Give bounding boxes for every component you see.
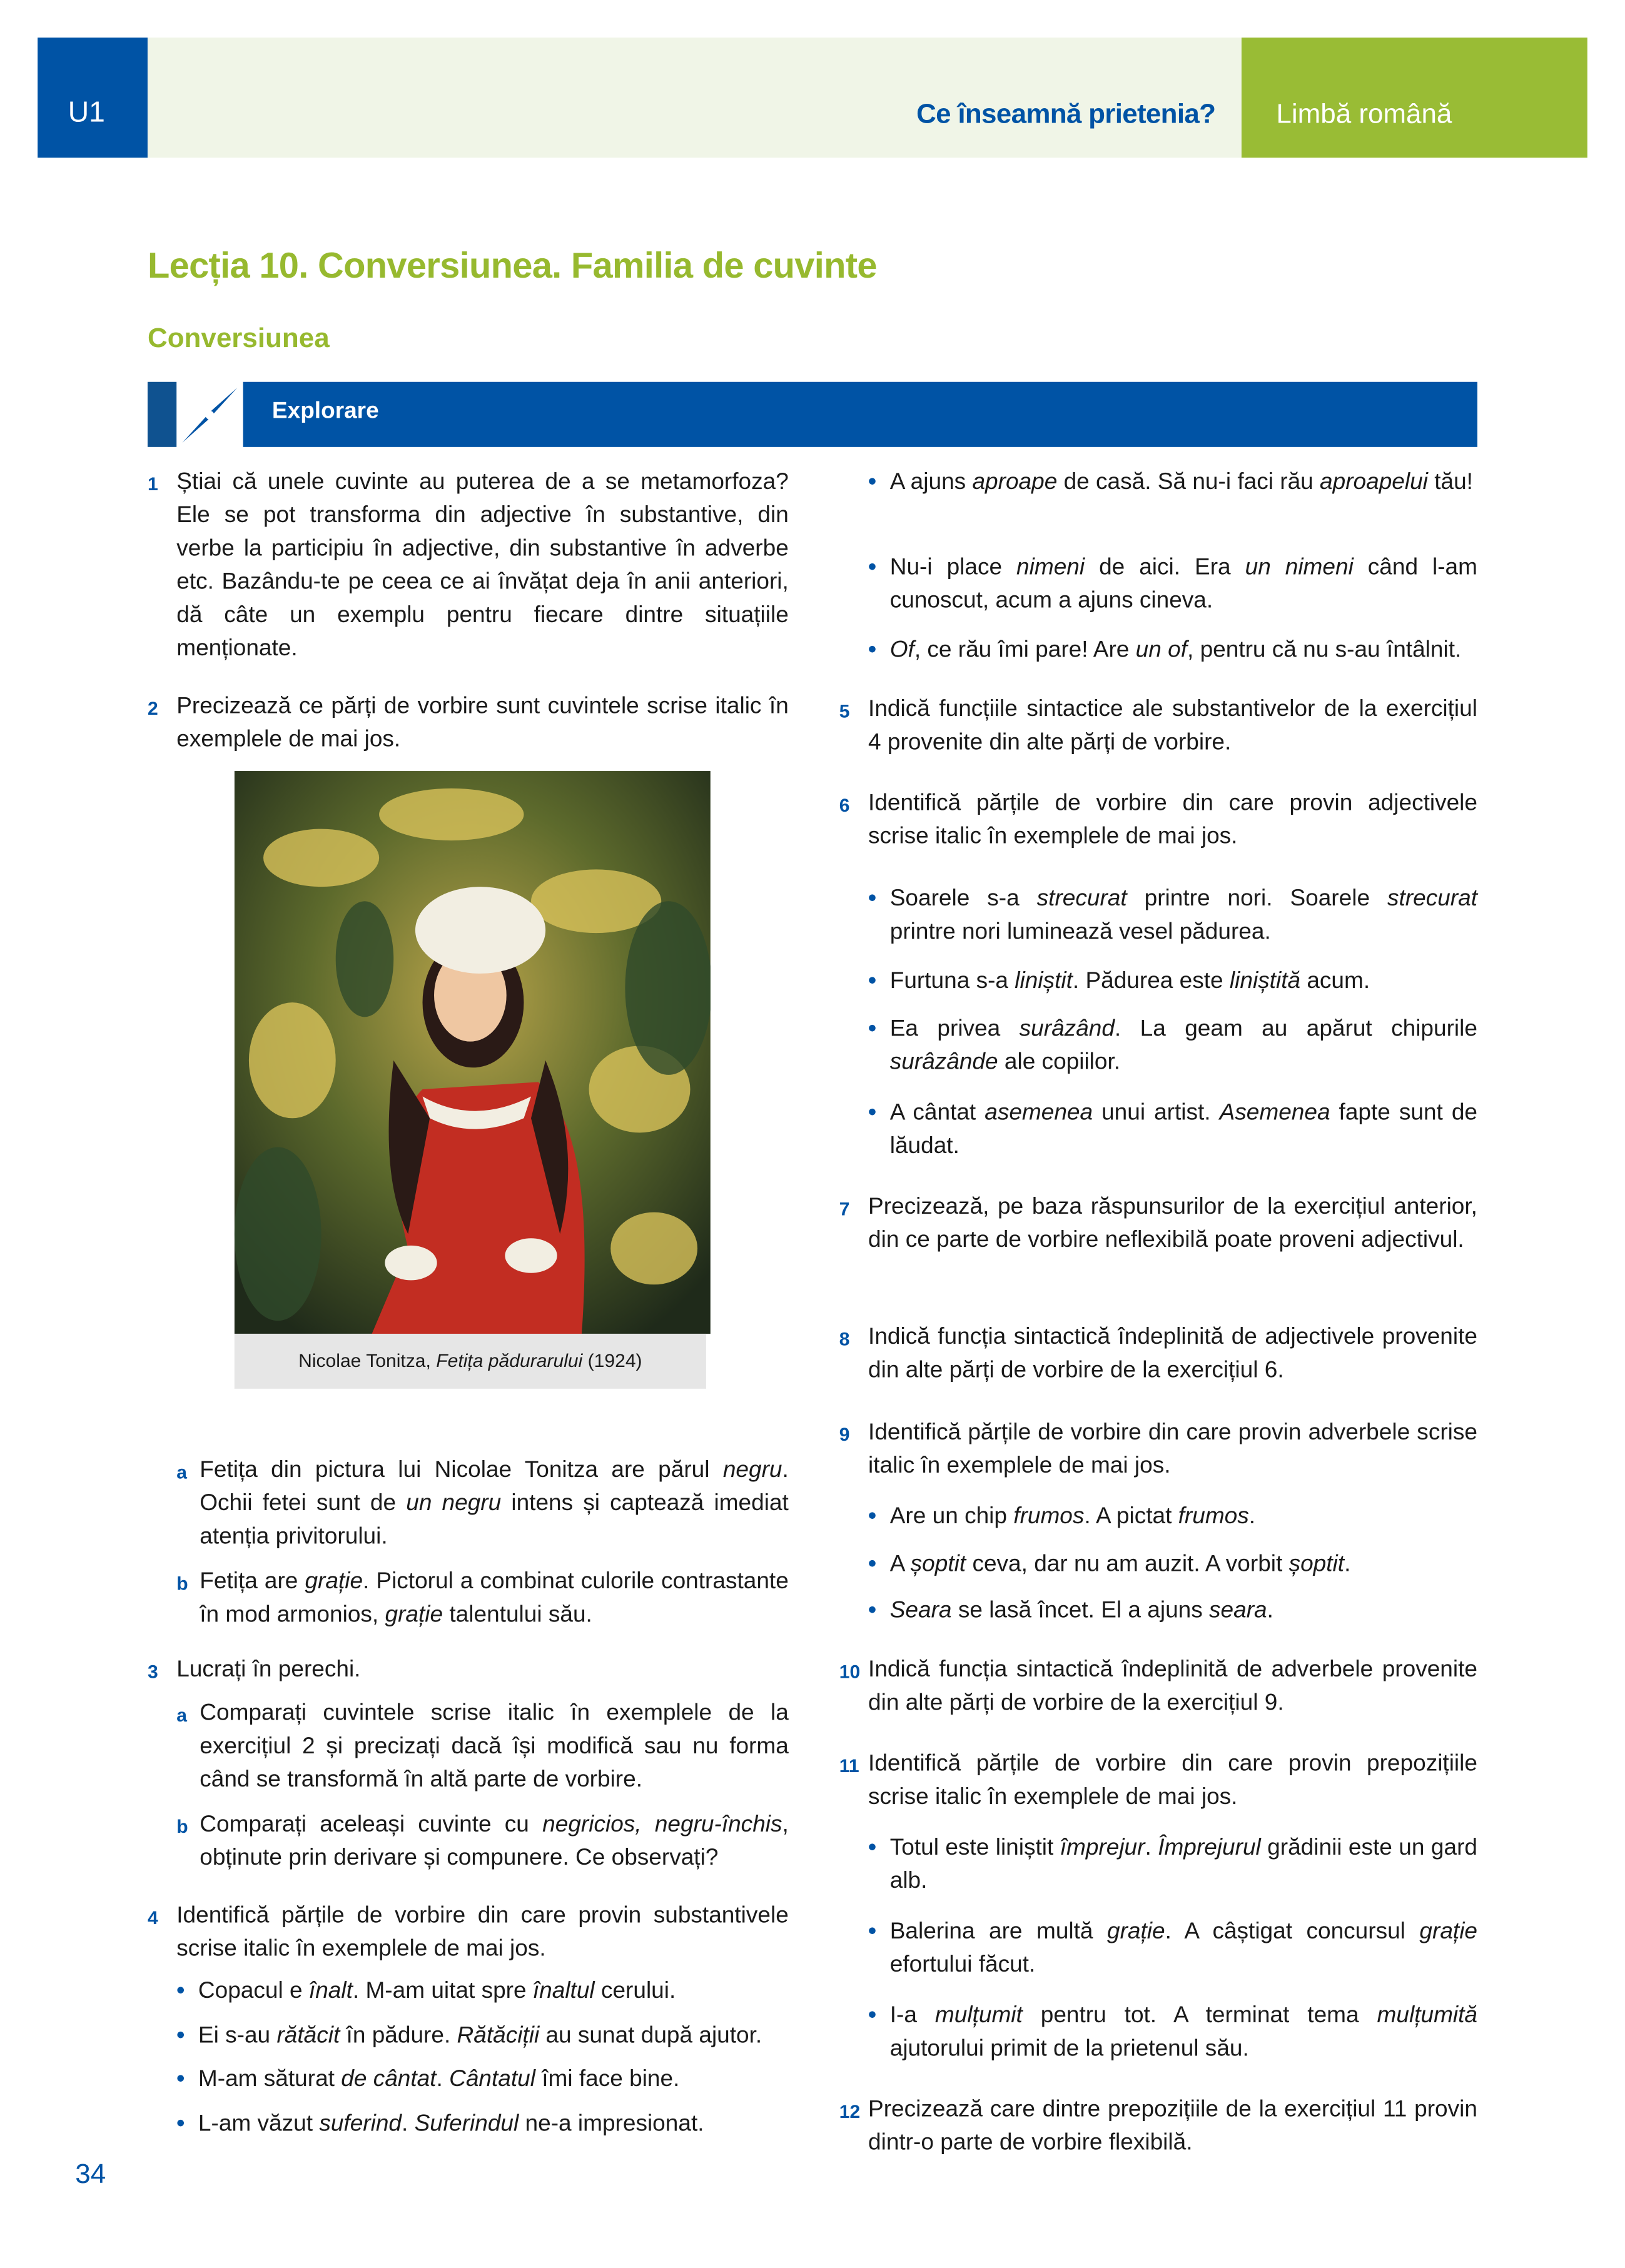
italic-word: rătăcit: [276, 2024, 340, 2049]
exercise-number: 3: [147, 1660, 158, 1683]
text-segment: Lucrați în perechi.: [176, 1658, 361, 1683]
exercise-12: [839, 2093, 1477, 2159]
exercise-number: 4: [147, 1907, 158, 1928]
example-bullet: [868, 1097, 1478, 1163]
exercise-text: [890, 1500, 1477, 1533]
text-segment: acum.: [1300, 969, 1370, 994]
sub-item-a: [176, 1454, 789, 1554]
exercise-text: [868, 693, 1477, 759]
exercise-number: 9: [839, 1423, 850, 1446]
exercise-text: [890, 551, 1477, 617]
text-segment: intens și captează imediat atenția privitorului.: [200, 1491, 789, 1550]
bullet-icon: •: [176, 2112, 185, 2137]
exercise-text: [890, 1594, 1477, 1627]
italic-word: surâzând: [1019, 1017, 1115, 1042]
text-segment: tău!: [1427, 470, 1473, 495]
exercise-number: 12: [839, 2100, 861, 2122]
italic-word: suferind: [319, 2112, 402, 2137]
exercise-text: [890, 1832, 1477, 1898]
exercise-text: [890, 466, 1477, 499]
text-segment: .: [402, 2112, 415, 2137]
italic-word: un nimeni: [1245, 555, 1354, 580]
text-segment: ajutorului primit de la prietenul său.: [889, 2037, 1249, 2062]
exercise-text: [198, 2063, 789, 2096]
example-bullet: [176, 2108, 789, 2141]
text-segment: Știai că unele cuvinte au puterea de a se metamorfoza? Ele se pot transforma din adjective în substantive, din verbe la participiu în adjective, din substantive în adverbe etc. Bazându-te pe ceea ce ai învățat deja în anii anteriori, dă câte un exemplu pentru fiecare dintre situațiile menționate.: [176, 470, 789, 662]
example-bullet: [868, 1915, 1478, 1982]
text-segment: ceva, dar nu am auzit. A vorbit: [966, 1552, 1289, 1577]
exercise-number: 7: [839, 1197, 850, 1220]
bullet-icon: •: [868, 555, 877, 580]
italic-word: grație: [1419, 1919, 1478, 1945]
italic-word: mulțumit: [934, 2003, 1023, 2029]
lesson-title: Lecția 10. Conversiunea. Familia de cuvinte: [147, 246, 877, 287]
text-segment: , pentru că nu s-au întâlnit.: [1187, 638, 1462, 663]
exercise-number: 2: [147, 697, 158, 719]
exercise-number: 11: [839, 1755, 859, 1777]
text-segment: Ea privea: [889, 1017, 1020, 1042]
example-bullet: [868, 1999, 1478, 2065]
italic-word: șoptit: [1288, 1552, 1345, 1577]
exercise-4: [147, 1899, 789, 1965]
text-segment: fapte sunt de lăudat.: [889, 1101, 1478, 1159]
chapter-title: Ce înseamnă prietenia?: [916, 99, 1216, 131]
italic-word: negru: [722, 1458, 782, 1483]
exercise-text: [200, 1697, 789, 1797]
text-segment: Are un chip: [889, 1504, 1014, 1530]
text-segment: în pădure.: [340, 2024, 457, 2049]
italic-word: împrejur: [1060, 1835, 1145, 1861]
text-segment: . A pictat: [1084, 1504, 1178, 1530]
italic-word: liniștită: [1229, 969, 1301, 994]
painting-image: [235, 771, 711, 1334]
text-segment: de aici. Era: [1085, 555, 1245, 580]
exercise-text: [868, 2093, 1477, 2159]
example-bullet: [868, 1012, 1477, 1079]
bullet-icon: •: [176, 1978, 185, 2004]
text-segment: Identifică părțile de vorbire din care provin adjectivele scrise italic în exemplele de mai jos.: [868, 791, 1477, 849]
text-segment: , obținute prin derivare și compunere. Ce observați?: [200, 1812, 789, 1871]
text-segment: .: [1267, 1598, 1273, 1623]
exercise-text: [890, 633, 1477, 667]
sub-item-label: a: [176, 1704, 187, 1726]
page-number: 34: [75, 2159, 106, 2190]
subject-label: Limbă română: [1276, 99, 1452, 131]
italic-word: de cântat: [341, 2067, 437, 2092]
exercise-text: [200, 1808, 789, 1875]
exercise-6: [839, 787, 1477, 853]
compass-icon: [180, 385, 240, 445]
sub-item-b: [176, 1565, 789, 1631]
exercise-text: [868, 1653, 1477, 1720]
exercise-2: [147, 690, 789, 756]
bullet-icon: •: [868, 1598, 877, 1623]
text-segment: efortului făcut.: [889, 1953, 1036, 1978]
italic-word: Cântatul: [449, 2067, 535, 2092]
italic-word: Suferindul: [414, 2112, 519, 2137]
text-segment: au sunat după ajutor.: [539, 2024, 762, 2049]
bullet-icon: •: [868, 1017, 877, 1042]
italic-word: un negru: [406, 1491, 502, 1516]
text-segment: îmi face bine.: [535, 2067, 680, 2092]
bullet-icon: •: [868, 1504, 877, 1530]
explore-header: [243, 382, 1477, 447]
text-segment: printre nori luminează vesel pădurea.: [889, 920, 1271, 945]
bullet-icon: •: [868, 1919, 877, 1945]
text-segment: .: [436, 2067, 450, 2092]
italic-word: Of: [889, 638, 914, 663]
example-bullet: [868, 882, 1478, 949]
italic-word: aproape: [972, 470, 1058, 495]
text-segment: Precizează care dintre prepozițiile de la exercițiul 11 provin dintr-o parte de vorbire flexibilă.: [868, 2097, 1477, 2155]
italic-word: grație: [1107, 1919, 1165, 1945]
text-segment: ne-a impresionat.: [519, 2112, 704, 2137]
text-segment: A: [889, 1552, 911, 1577]
exercise-text: [198, 2020, 789, 2053]
explore-label: Explorare: [271, 399, 379, 424]
exercise-number: 10: [839, 1660, 861, 1683]
text-segment: . La geam au apărut chipurile: [1114, 1017, 1477, 1042]
bullet-icon: •: [868, 887, 877, 912]
text-segment: Furtuna s-a: [889, 969, 1015, 994]
text-segment: A cântat: [889, 1101, 985, 1126]
italic-word: nimeni: [1016, 555, 1085, 580]
example-bullet: [868, 1500, 1477, 1533]
exercise-text: [198, 1975, 789, 2008]
italic-word: un of: [1135, 638, 1188, 663]
text-segment: . Pictorul a combinat culorile contrastante în mod armonios,: [200, 1570, 789, 1628]
example-bullet: [176, 2020, 789, 2053]
text-segment: ale copiilor.: [998, 1050, 1121, 1075]
italic-word: Rătăciții: [457, 2024, 540, 2049]
text-segment: Nicolae Tonitza,: [298, 1349, 437, 1372]
italic-word: șoptit: [910, 1552, 966, 1577]
text-segment: (1924): [582, 1349, 642, 1372]
italic-word: strecurat: [1036, 887, 1127, 912]
bullet-icon: •: [868, 638, 877, 663]
example-bullet: [868, 551, 1477, 617]
text-segment: când l-am cunoscut, acum a ajuns cineva.: [889, 555, 1477, 613]
text-segment: .: [1248, 1504, 1256, 1530]
exercise-text: [890, 1097, 1477, 1163]
text-segment: . Pădurea este: [1072, 969, 1230, 994]
exercise-text: [890, 882, 1477, 949]
text-segment: Totul este liniștit: [889, 1835, 1060, 1861]
exercise-7: [839, 1191, 1477, 1257]
example-bullet: [176, 1975, 789, 2008]
text-segment: Indică funcțiile sintactice ale substantivelor de la exercițiul 4 provenite din alte părți de vorbire.: [868, 697, 1477, 755]
text-segment: Identifică părțile de vorbire din care provin adverbele scrise italic în exemplele de mai jos.: [868, 1420, 1477, 1479]
italic-word: seara: [1209, 1598, 1267, 1623]
exercise-text: [890, 1548, 1477, 1581]
exercise-number: 1: [147, 473, 158, 495]
italic-word: aproapelui: [1320, 470, 1428, 495]
exercise-text: [200, 1565, 789, 1631]
italic-word: frumos: [1013, 1504, 1085, 1530]
bullet-icon: •: [868, 1552, 877, 1577]
exercise-number: 8: [839, 1328, 850, 1350]
italic-word: asemenea: [985, 1101, 1093, 1126]
exercise-text: [868, 1321, 1477, 1387]
exercise-text: [176, 690, 789, 756]
text-segment: Identifică părțile de vorbire din care provin prepozițiile scrise italic în exemplele de mai jos.: [868, 1751, 1477, 1810]
exercise-5: [839, 693, 1477, 759]
italic-word: negricios, negru-închis: [542, 1812, 782, 1838]
text-segment: Comparați cuvintele scrise italic în exemplele de la exercițiul 2 și precizați dacă își modifică sau nu forma când se transformă în altă parte de vorbire.: [200, 1701, 789, 1793]
italic-word: înalt: [308, 1978, 353, 2004]
text-segment: Indică funcția sintactică îndeplinită de adjectivele provenite din alte părți de vorbire de la exercițiul 6.: [868, 1325, 1477, 1383]
sub-item-label: b: [176, 1815, 188, 1838]
text-segment: unui artist.: [1093, 1101, 1220, 1126]
italic-word: Împrejurul: [1158, 1835, 1261, 1861]
exercise-number: 5: [839, 700, 850, 722]
text-segment: L-am văzut: [198, 2112, 320, 2137]
chapter-band: [148, 38, 1242, 158]
text-segment: .: [1344, 1552, 1351, 1577]
italic-word: surâzânde: [889, 1050, 998, 1075]
text-segment: cerului.: [594, 1978, 676, 2004]
italic-word: Asemenea: [1219, 1101, 1330, 1126]
exercise-text: [176, 1653, 789, 1686]
italic-word: liniștit: [1015, 969, 1073, 994]
text-segment: . M-am uitat spre: [352, 1978, 533, 2004]
subject-badge: [1242, 38, 1587, 158]
text-segment: .: [1145, 1835, 1158, 1861]
bullet-icon: •: [868, 2003, 877, 2029]
unit-label: U1: [68, 96, 105, 129]
example-bullet: [868, 466, 1477, 499]
text-segment: Ei s-au: [198, 2024, 277, 2049]
text-segment: , ce rău îmi pare! Are: [914, 638, 1136, 663]
text-segment: Comparați aceleași cuvinte cu: [200, 1812, 543, 1838]
bullet-icon: •: [868, 1101, 877, 1126]
exercise-1: [147, 466, 789, 665]
text-segment: Indică funcția sintactică îndeplinită de adverbele provenite din alte părți de vorbire de la exercițiul 9.: [868, 1658, 1477, 1716]
exercise-text: [200, 1454, 789, 1554]
text-segment: Precizează ce părți de vorbire sunt cuvintele scrise italic în exemplele de mai jos.: [176, 694, 789, 752]
section-title: Conversiunea: [147, 324, 330, 355]
exercise-10: [839, 1653, 1477, 1720]
exercise-text: [176, 466, 789, 665]
exercise-number: 6: [839, 794, 850, 816]
italic-word: grație: [385, 1603, 443, 1628]
text-segment: . Ochii fetei sunt de: [200, 1458, 789, 1516]
sub-item-b: [176, 1808, 789, 1875]
bullet-icon: •: [868, 969, 877, 994]
text-segment: Identifică părțile de vorbire din care provin substantivele scrise italic în exemplele de mai jos.: [176, 1903, 789, 1962]
sub-item-label: b: [176, 1572, 188, 1595]
text-segment: grădinii este un gard alb.: [889, 1835, 1477, 1894]
exercise-text: [890, 965, 1477, 998]
italic-word: înaltul: [532, 1978, 595, 2004]
exercise-8: [839, 1321, 1477, 1387]
text-segment: Balerina are multă: [889, 1919, 1108, 1945]
painting-figure: [235, 771, 711, 1389]
exercise-text: [868, 1748, 1477, 1814]
text-segment: M-am săturat: [198, 2067, 342, 2092]
text-segment: . A câștigat concursul: [1165, 1919, 1420, 1945]
italic-word: Seara: [889, 1598, 952, 1623]
text-segment: se lasă încet. El a ajuns: [951, 1598, 1210, 1623]
exercise-text: [868, 1191, 1477, 1257]
text-segment: Fetița are: [200, 1570, 305, 1595]
bullet-icon: •: [868, 1835, 877, 1861]
italic-word: grație: [305, 1570, 363, 1595]
text-segment: talentului său.: [443, 1603, 592, 1628]
exercise-text: [198, 2108, 789, 2141]
example-bullet: [868, 1594, 1477, 1627]
bullet-icon: •: [868, 470, 877, 495]
exercise-text: [868, 1416, 1477, 1483]
text-segment: Fetița din pictura lui Nicolae Tonitza are părul: [200, 1458, 723, 1483]
italic-word: strecurat: [1387, 887, 1478, 912]
example-bullet: [868, 1832, 1477, 1898]
example-bullet: [176, 2063, 789, 2096]
example-bullet: [868, 965, 1477, 998]
text-segment: Nu-i place: [889, 555, 1017, 580]
text-segment: pentru tot. A terminat tema: [1022, 2003, 1377, 2029]
sub-item-label: a: [176, 1461, 187, 1483]
painting-caption: [235, 1334, 706, 1389]
text-segment: Precizează, pe baza răspunsurilor de la exercițiul anterior, din ce parte de vorbire neflexibilă poate proveni adjectivul.: [868, 1194, 1477, 1253]
exercise-text: [890, 1012, 1477, 1079]
exercise-9: [839, 1416, 1477, 1483]
text-segment: A ajuns: [889, 470, 973, 495]
italic-word: mulțumită: [1377, 2003, 1478, 2029]
example-bullet: [868, 633, 1477, 667]
text-segment: de casă. Să nu-i faci rău: [1057, 470, 1320, 495]
explore-stripe: [148, 382, 176, 447]
sub-item-a: [176, 1697, 789, 1797]
exercise-text: [890, 1999, 1477, 2065]
italic-word: Fetița pădurarului: [436, 1349, 583, 1372]
exercise-3: [147, 1653, 789, 1686]
exercise-11: [839, 1748, 1477, 1814]
italic-word: frumos: [1178, 1504, 1249, 1530]
exercise-text: [890, 1915, 1477, 1982]
text-segment: Copacul e: [198, 1978, 309, 2004]
example-bullet: [868, 1548, 1477, 1581]
bullet-icon: •: [176, 2024, 185, 2049]
unit-badge: [38, 38, 148, 158]
exercise-text: [868, 787, 1477, 853]
bullet-icon: •: [176, 2067, 185, 2092]
text-segment: I-a: [889, 2003, 935, 2029]
exercise-text: [176, 1899, 789, 1965]
text-segment: Soarele s-a: [889, 887, 1037, 912]
text-segment: printre nori. Soarele: [1126, 887, 1388, 912]
